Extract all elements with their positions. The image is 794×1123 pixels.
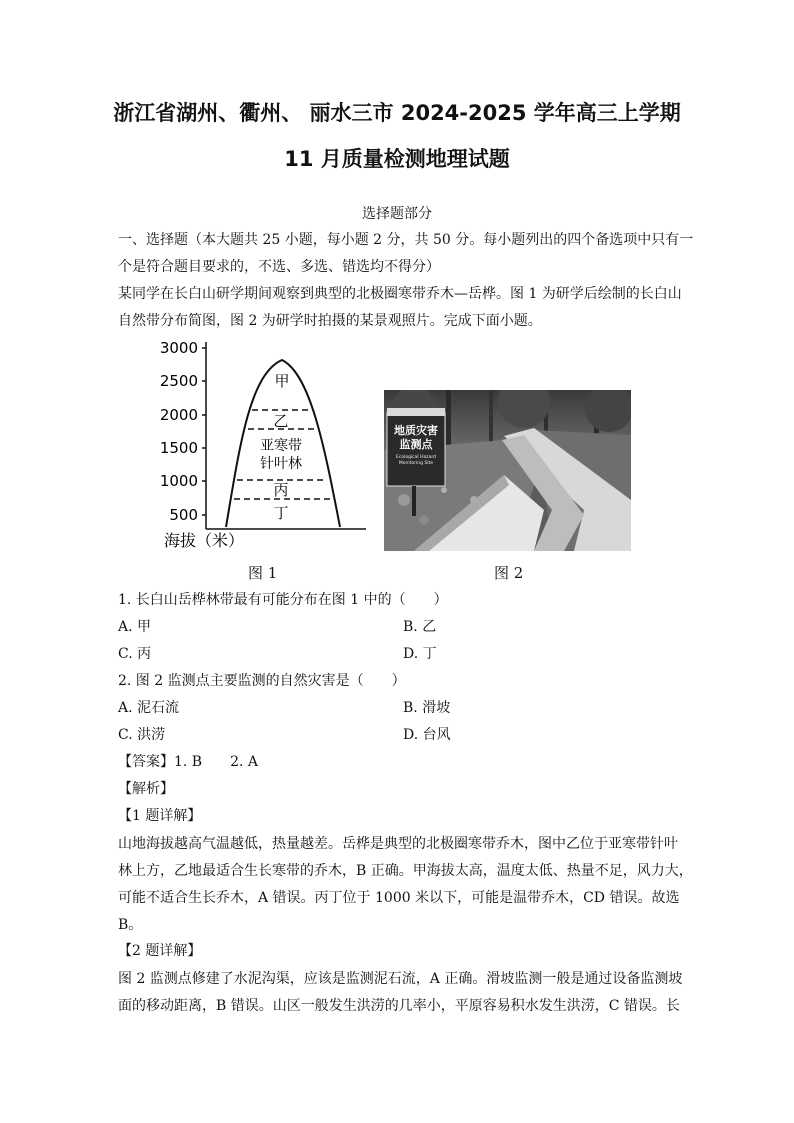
y-tick-label: 2500 <box>160 372 198 390</box>
zone-label-conifer: 亚寒带 <box>260 438 302 454</box>
question2-option-a: A. 泥石流 <box>118 700 180 716</box>
answer-line: 【答案】1. B 2. A <box>118 754 259 770</box>
detail2-line: 图 2 监测点修建了水泥沟渠，应该是监测泥石流，A 正确。滑坡监测一般是通过设备监测坡 <box>118 971 683 987</box>
y-axis-label: 海拔（米） <box>164 531 245 550</box>
y-tick-label: 1500 <box>160 439 198 457</box>
zone-label-yi: 乙 <box>273 412 289 430</box>
y-tick-label: 2000 <box>160 406 198 424</box>
zone-label-jia: 甲 <box>274 372 290 390</box>
intro-line: 一、选择题（本大题共 25 小题，每小题 2 分，共 50 分。每小题列出的四个备选项中只有一 <box>118 232 694 248</box>
figure1-mountain-diagram <box>160 334 375 556</box>
detail2-line: 面的移动距离，B 错误。山区一般发生洪涝的几率小，平原容易积水发生洪涝，C 错误。长 <box>118 998 680 1014</box>
y-tick-label: 3000 <box>160 339 198 357</box>
question2-option-d: D. 台风 <box>403 727 451 743</box>
detail1-line: 山地海拔越高气温越低，热量越差。岳桦是典型的北极圈寒带乔木，图中乙位于亚寒带针叶 <box>118 836 678 852</box>
detail1-line: 可能不适合生长乔木，A 错误。丙丁位于 1000 米以下，可能是温带乔木，CD 错误。故选 <box>118 890 680 906</box>
detail1-label: 【1 题详解】 <box>118 808 202 824</box>
question2-option-c: C. 洪涝 <box>118 727 166 743</box>
section-heading: 选择题部分 <box>362 206 432 222</box>
question1-option-d: D. 丁 <box>403 646 437 662</box>
question2-option-b: B. 滑坡 <box>403 700 451 716</box>
doc-title-line1: 浙江省湖州、衢州、 丽水三市 2024-2025 学年高三上学期 <box>113 101 681 125</box>
figure2-photo <box>384 390 631 551</box>
sign-title-line2: 监测点 <box>399 438 433 451</box>
y-tick-label: 500 <box>169 506 198 524</box>
sign-title-line1: 地质灾害 <box>394 424 438 437</box>
sign-english-line1: Ecological Hazard <box>396 455 436 460</box>
question1-option-c: C. 丙 <box>118 646 152 662</box>
analysis-label: 【解析】 <box>118 781 174 797</box>
doc-title-line2: 11 月质量检测地理试题 <box>284 147 510 171</box>
intro-paragraph <box>118 227 694 335</box>
intro-line: 自然带分布简图，图 2 为研学时拍摄的某景观照片。完成下面小题。 <box>118 313 542 329</box>
question1-option-a: A. 甲 <box>118 619 152 635</box>
zone-label-ding: 丁 <box>273 504 289 522</box>
question1-stem: 1. 长白山岳桦林带最有可能分布在图 1 中的（ ） <box>118 592 448 608</box>
detail1-line: B。 <box>118 917 143 933</box>
y-tick-label: 1000 <box>160 472 198 490</box>
sign-english-line2: Monitoring Site <box>398 461 434 466</box>
intro-line: 某同学在长白山研学期间观察到典型的北极圈寒带乔木—岳桦。图 1 为研学后绘制的长白山 <box>118 286 682 302</box>
detail1-line: 林上方，乙地最适合生长寒带的乔木，B 正确。甲海拔太高，温度太低、热量不足，风力大， <box>118 863 693 879</box>
zone-label-bing: 丙 <box>273 481 289 499</box>
zone-label-conifer: 针叶林 <box>260 456 302 472</box>
detail1-paragraph <box>118 831 693 939</box>
figure1-caption: 图 1 <box>248 564 278 582</box>
detail2-paragraph <box>118 966 683 1020</box>
question1-option-b: B. 乙 <box>403 619 437 635</box>
question2-stem: 2. 图 2 监测点主要监测的自然灾害是（ ） <box>118 673 406 689</box>
intro-line: 个是符合题目要求的，不选、多选、错选均不得分） <box>118 259 440 275</box>
detail2-label: 【2 题详解】 <box>118 943 202 959</box>
figure2-caption: 图 2 <box>494 564 524 582</box>
